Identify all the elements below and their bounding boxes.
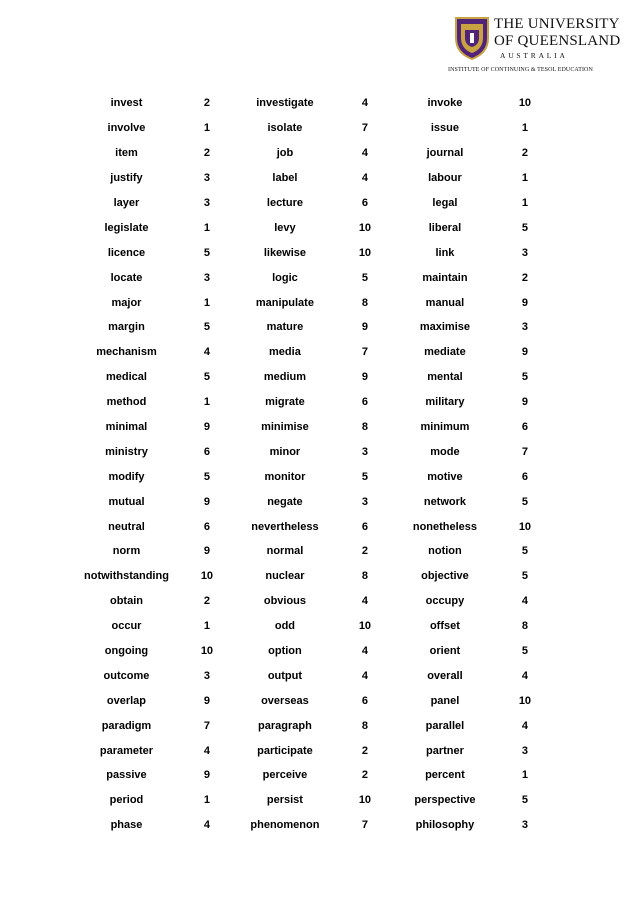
word-cell: minor (269, 445, 301, 458)
sublist-cell: 1 (203, 296, 210, 309)
word-cell: mode (430, 445, 460, 458)
table-row (84, 415, 565, 440)
word-cell: participate (257, 744, 313, 757)
word-cell: overseas (261, 694, 309, 707)
sublist-cell: 5 (521, 645, 528, 658)
sublist-cell: 6 (361, 694, 368, 707)
sublist-cell: 9 (203, 769, 210, 782)
word-cell: invoke (427, 97, 463, 110)
sublist-cell: 5 (521, 545, 528, 558)
word-cell: perspective (414, 794, 476, 807)
sublist-cell: 7 (361, 819, 368, 832)
table-row (84, 738, 565, 763)
word-cell: period (109, 794, 144, 807)
sublist-cell: 9 (521, 396, 528, 409)
sublist-cell: 1 (203, 396, 210, 409)
word-cell: network (423, 495, 467, 508)
table-row (84, 813, 565, 838)
sublist-cell: 9 (361, 371, 368, 384)
word-cell: logic (272, 271, 298, 284)
table-row (84, 489, 565, 514)
sublist-cell: 10 (200, 570, 214, 583)
word-cell: overlap (106, 694, 147, 707)
sublist-cell: 3 (521, 321, 528, 334)
sublist-cell: 3 (203, 669, 210, 682)
sublist-cell: 3 (521, 819, 528, 832)
sublist-cell: 3 (203, 271, 210, 284)
sublist-cell: 4 (521, 595, 528, 608)
word-cell: nuclear (265, 570, 305, 583)
word-cell: paradigm (101, 719, 152, 732)
word-cell: paragraph (258, 719, 312, 732)
table-row (84, 439, 565, 464)
table-row (84, 639, 565, 664)
sublist-cell: 8 (361, 421, 368, 434)
sublist-cell: 3 (203, 197, 210, 209)
table-row (84, 589, 565, 614)
word-cell: norm (112, 545, 141, 558)
word-cell: mediate (424, 346, 466, 359)
table-row (84, 166, 565, 191)
sublist-cell: 8 (361, 719, 368, 732)
word-cell: odd (274, 620, 296, 633)
word-cell: obtain (109, 595, 143, 608)
word-cell: margin (108, 321, 145, 334)
sublist-cell: 9 (203, 694, 210, 707)
sublist-cell: 7 (361, 122, 368, 135)
sublist-cell: 1 (203, 620, 210, 633)
word-cell: neutral (108, 520, 145, 533)
sublist-cell: 3 (203, 172, 210, 185)
table-row (84, 265, 565, 290)
word-cell: occur (111, 620, 142, 633)
sublist-cell: 9 (203, 495, 210, 508)
word-cell: panel (430, 694, 460, 707)
sublist-cell: 1 (203, 122, 210, 135)
sublist-cell: 8 (361, 570, 368, 583)
word-cell: ongoing (104, 645, 149, 658)
word-list-body (84, 91, 565, 838)
word-cell: migrate (265, 396, 305, 409)
sublist-cell: 4 (361, 97, 368, 110)
sublist-cell: 3 (521, 744, 528, 757)
table-row (84, 464, 565, 489)
university-country: AUSTRALIA (500, 51, 568, 60)
word-cell: link (435, 246, 455, 259)
university-name-line1: THE UNIVERSITY (494, 16, 620, 32)
sublist-cell: 5 (203, 371, 210, 384)
sublist-cell: 2 (361, 769, 368, 782)
word-cell: offset (429, 620, 460, 633)
table-row (84, 763, 565, 788)
word-cell: legal (432, 197, 458, 209)
word-cell: percent (425, 769, 465, 782)
sublist-cell: 2 (203, 595, 210, 608)
sublist-cell: 4 (361, 147, 368, 160)
word-cell: output (267, 669, 303, 682)
university-name-line2: OF QUEENSLAND (494, 33, 621, 49)
sublist-cell: 10 (518, 694, 532, 707)
word-cell: isolate (267, 122, 303, 135)
sublist-cell: 1 (521, 122, 528, 135)
sublist-cell: 2 (521, 271, 528, 284)
sublist-cell: 5 (203, 321, 210, 334)
word-cell: mental (427, 371, 463, 384)
sublist-cell: 7 (203, 719, 210, 732)
word-cell: occupy (425, 595, 465, 608)
sublist-cell: 7 (521, 445, 528, 458)
sublist-cell: 1 (521, 769, 528, 782)
sublist-cell: 1 (203, 794, 210, 807)
sublist-cell: 5 (521, 221, 528, 234)
word-cell: phenomenon (250, 819, 320, 832)
sublist-cell: 4 (361, 595, 368, 608)
table-row (84, 514, 565, 539)
sublist-cell: 4 (521, 669, 528, 682)
table-row (84, 564, 565, 589)
word-cell: normal (266, 545, 304, 558)
sublist-cell: 6 (521, 421, 528, 434)
word-cell: job (276, 147, 294, 160)
word-cell: mature (266, 321, 304, 334)
sublist-cell: 5 (521, 794, 528, 807)
table-row (84, 663, 565, 688)
word-cell: monitor (264, 470, 306, 483)
word-cell: minimum (420, 421, 470, 434)
sublist-cell: 6 (521, 470, 528, 483)
word-cell: nonetheless (412, 520, 478, 533)
word-cell: invest (110, 97, 143, 110)
sublist-cell: 6 (361, 197, 368, 209)
sublist-cell: 6 (361, 396, 368, 409)
sublist-cell: 4 (203, 744, 210, 757)
sublist-cell: 5 (203, 470, 210, 483)
sublist-cell: 5 (361, 271, 368, 284)
word-cell: phase (110, 819, 143, 832)
sublist-cell: 4 (203, 346, 210, 359)
word-cell: justify (110, 172, 143, 185)
sublist-cell: 9 (361, 321, 368, 334)
sublist-cell: 5 (521, 570, 528, 583)
sublist-cell: 6 (203, 520, 210, 533)
word-cell: layer (113, 197, 140, 209)
word-cell: mechanism (96, 346, 157, 359)
table-row (84, 215, 565, 240)
sublist-cell: 5 (361, 470, 368, 483)
sublist-cell: 5 (521, 371, 528, 384)
table-row (84, 191, 565, 216)
sublist-cell: 4 (361, 172, 368, 185)
sublist-cell: 2 (203, 147, 210, 160)
word-cell: journal (426, 147, 464, 160)
word-cell: maintain (422, 271, 468, 284)
word-cell: modify (108, 470, 145, 483)
table-row (84, 141, 565, 166)
word-cell: objective (421, 570, 469, 583)
word-cell: medium (263, 371, 307, 384)
word-cell: minimise (261, 421, 309, 434)
word-cell: method (106, 396, 147, 409)
sublist-cell: 10 (518, 97, 532, 110)
sublist-cell: 3 (361, 495, 368, 508)
word-cell: parameter (99, 744, 154, 757)
sublist-cell: 10 (358, 794, 372, 807)
sublist-cell: 9 (521, 296, 528, 309)
sublist-cell: 2 (203, 97, 210, 110)
table-row (84, 240, 565, 265)
sublist-cell: 1 (203, 221, 210, 234)
sublist-cell: 4 (203, 819, 210, 832)
uq-crest-icon (454, 16, 490, 60)
table-row (84, 340, 565, 365)
word-cell: locate (110, 271, 143, 284)
table-row (84, 365, 565, 390)
sublist-cell: 2 (521, 147, 528, 160)
word-cell: negate (267, 495, 303, 508)
sublist-cell: 10 (200, 645, 214, 658)
sublist-cell: 9 (203, 545, 210, 558)
sublist-cell: 5 (521, 495, 528, 508)
word-cell: orient (429, 645, 461, 658)
sublist-cell: 8 (521, 620, 528, 633)
table-row (84, 788, 565, 813)
word-cell: military (425, 396, 465, 409)
word-cell: manual (425, 296, 465, 309)
word-cell: obvious (263, 595, 307, 608)
word-cell: nevertheless (251, 520, 319, 533)
sublist-cell: 6 (361, 520, 368, 533)
table-row (84, 116, 565, 141)
sublist-cell: 7 (361, 346, 368, 359)
sublist-cell: 9 (203, 421, 210, 434)
sublist-cell: 1 (521, 172, 528, 185)
word-list-table (84, 91, 565, 838)
sublist-cell: 3 (361, 445, 368, 458)
word-cell: overall (427, 669, 463, 682)
word-cell: legislate (104, 221, 149, 234)
word-cell: perceive (262, 769, 308, 782)
word-cell: partner (425, 744, 464, 757)
sublist-cell: 10 (518, 520, 532, 533)
word-cell: notwithstanding (84, 570, 169, 583)
sublist-cell: 4 (521, 719, 528, 732)
word-cell: issue (430, 122, 459, 135)
word-cell: manipulate (255, 296, 314, 309)
word-cell: ministry (105, 445, 148, 458)
sublist-cell: 10 (358, 246, 372, 259)
sublist-cell: 5 (203, 246, 210, 259)
sublist-cell: 4 (361, 645, 368, 658)
table-row (84, 688, 565, 713)
word-cell: investigate (256, 97, 314, 110)
sublist-cell: 6 (203, 445, 210, 458)
word-cell: label (272, 172, 298, 185)
table-row (84, 614, 565, 639)
sublist-cell: 3 (521, 246, 528, 259)
word-cell: involve (107, 122, 146, 135)
sublist-cell: 2 (361, 545, 368, 558)
sublist-cell: 9 (521, 346, 528, 359)
word-cell: option (268, 645, 302, 658)
table-row (84, 315, 565, 340)
word-cell: medical (105, 371, 147, 384)
word-cell: media (269, 346, 301, 359)
university-header (448, 14, 628, 76)
word-cell: notion (428, 545, 462, 558)
table-row (84, 539, 565, 564)
word-cell: labour (428, 172, 462, 185)
sublist-cell: 4 (361, 669, 368, 682)
word-cell: levy (274, 221, 296, 234)
word-cell: philosophy (415, 819, 475, 832)
table-row (84, 91, 565, 116)
table-row (84, 713, 565, 738)
word-cell: major (111, 296, 142, 309)
word-cell: licence (107, 246, 146, 259)
sublist-cell: 10 (358, 620, 372, 633)
sublist-cell: 10 (358, 221, 372, 234)
word-cell: lecture (266, 197, 303, 209)
word-cell: item (115, 147, 138, 160)
institute-name: INSTITUTE OF CONTINUING & TESOL EDUCATION (448, 67, 593, 73)
word-cell: parallel (425, 719, 465, 732)
sublist-cell: 2 (361, 744, 368, 757)
table-row (84, 390, 565, 415)
word-cell: mutual (108, 495, 145, 508)
word-cell: minimal (105, 421, 148, 434)
word-cell: persist (266, 794, 303, 807)
word-cell: outcome (103, 669, 150, 682)
table-row (84, 290, 565, 315)
sublist-cell: 1 (521, 197, 528, 209)
word-cell: liberal (428, 221, 462, 234)
sublist-cell: 8 (361, 296, 368, 309)
word-cell: maximise (419, 321, 471, 334)
word-cell: motive (427, 470, 463, 483)
word-cell: likewise (263, 246, 307, 259)
word-cell: passive (106, 769, 147, 782)
